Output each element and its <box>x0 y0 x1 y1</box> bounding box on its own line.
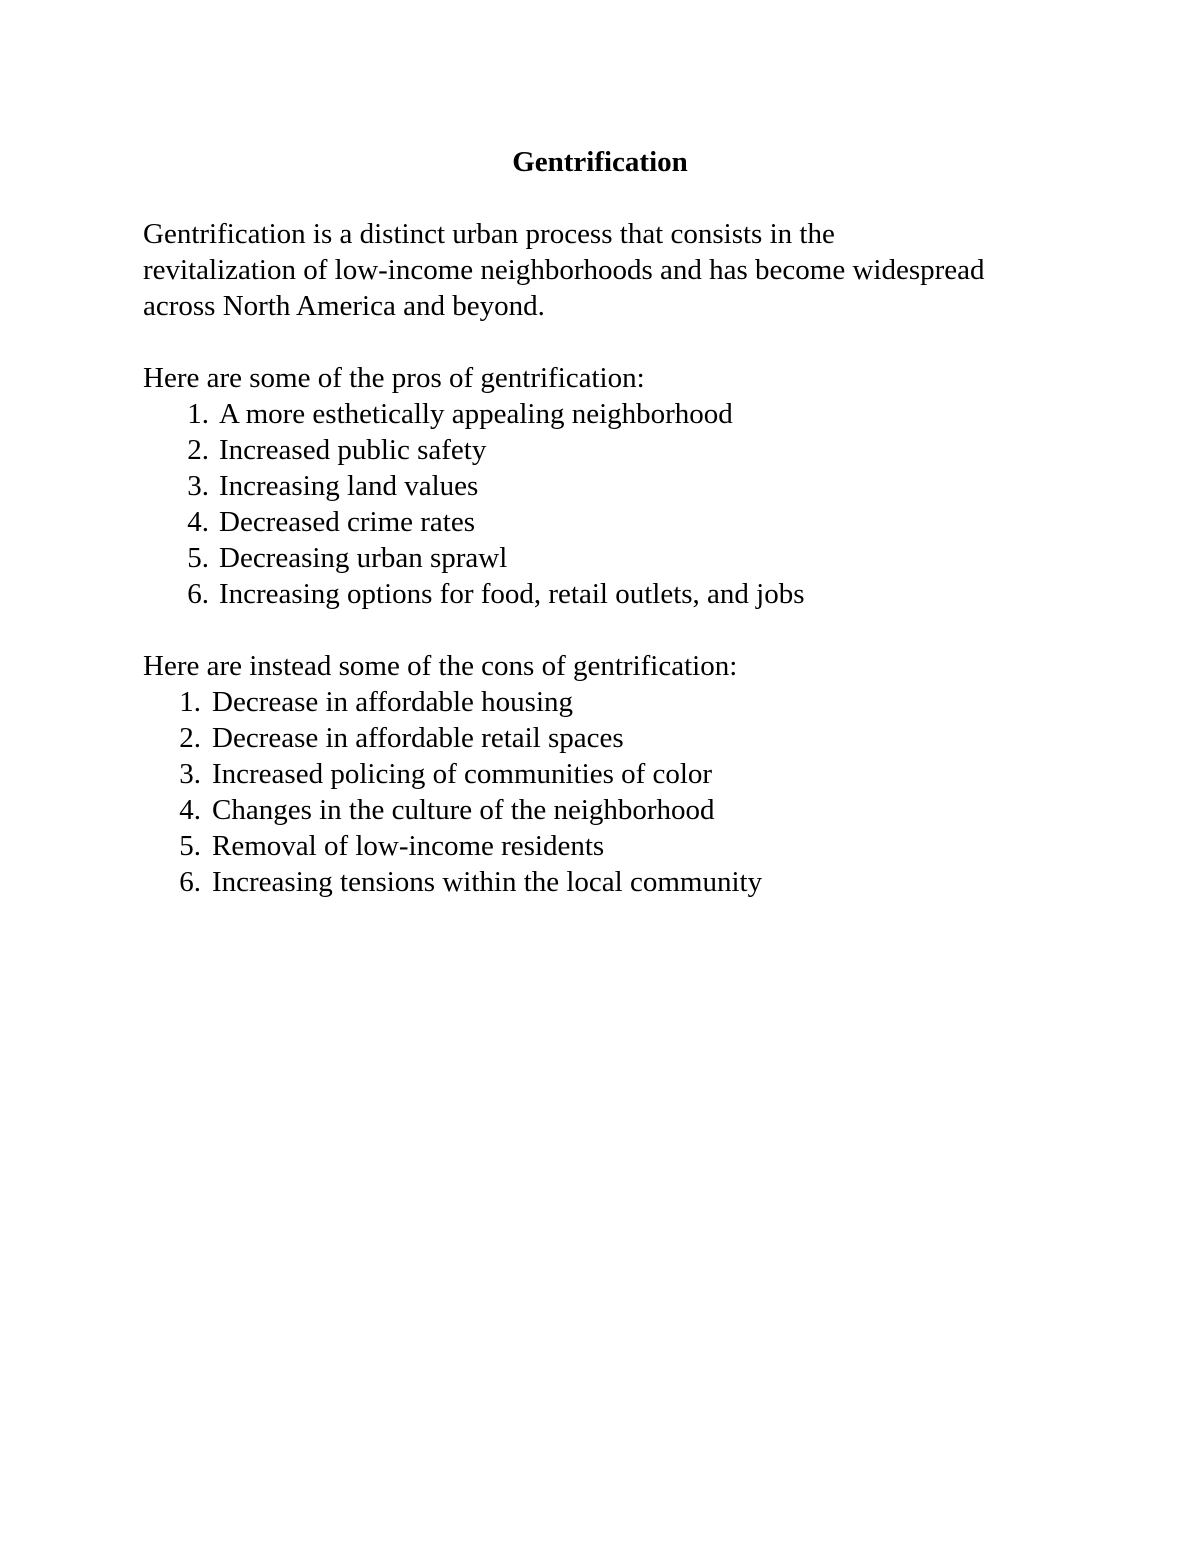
list-item-number: 6. <box>179 866 201 898</box>
list-item-text: Changes in the culture of the neighborhood <box>212 794 715 826</box>
list-item-text: Increasing tensions within the local community <box>212 866 763 898</box>
list-item-number: 1. <box>179 686 201 718</box>
list-item-number: 4. <box>179 794 201 826</box>
list-item-text: Decreasing urban sprawl <box>219 542 508 574</box>
cons-heading: Here are instead some of the cons of gentrification: <box>143 650 738 682</box>
list-item <box>143 720 1073 756</box>
list-item-number: 3. <box>179 758 201 790</box>
list-item <box>143 540 1073 576</box>
list-item-text: Increasing land values <box>219 470 479 502</box>
pros-list <box>143 396 1073 612</box>
document-title: Gentrification <box>512 146 688 178</box>
list-item-number: 2. <box>179 722 201 754</box>
list-item-number: 4. <box>187 506 209 538</box>
list-item <box>143 468 1073 504</box>
cons-list <box>143 684 1073 900</box>
list-item-number: 6. <box>187 578 209 610</box>
list-item-text: Increasing options for food, retail outlets, and jobs <box>219 578 805 610</box>
list-item-number: 1. <box>187 398 209 430</box>
list-item-number: 5. <box>179 830 201 862</box>
list-item-text: Decrease in affordable housing <box>212 686 574 718</box>
list-item-number: 3. <box>187 470 209 502</box>
pros-section <box>143 360 1073 612</box>
list-item-text: A more esthetically appealing neighborhood <box>219 398 733 430</box>
list-item <box>143 504 1073 540</box>
intro-line: across North America and beyond. <box>143 290 545 322</box>
list-item <box>143 792 1073 828</box>
intro-line: revitalization of low-income neighborhoods and has become widespread <box>143 254 985 286</box>
list-item <box>143 396 1073 432</box>
cons-section <box>143 648 1073 900</box>
list-item <box>143 864 1073 900</box>
list-item-text: Decreased crime rates <box>219 506 476 538</box>
list-item-number: 2. <box>187 434 209 466</box>
list-item-number: 5. <box>187 542 209 574</box>
list-item-text: Removal of low-income residents <box>212 830 605 862</box>
intro-paragraph <box>143 216 1073 324</box>
list-item <box>143 828 1073 864</box>
list-item-text: Increased public safety <box>219 434 487 466</box>
intro-line: Gentrification is a distinct urban process that consists in the <box>143 218 835 250</box>
list-item-text: Decrease in affordable retail spaces <box>212 722 624 754</box>
list-item <box>143 756 1073 792</box>
pros-heading: Here are some of the pros of gentrification: <box>143 362 645 394</box>
list-item-text: Increased policing of communities of color <box>212 758 713 790</box>
list-item <box>143 576 1073 612</box>
list-item <box>143 684 1073 720</box>
list-item <box>143 432 1073 468</box>
